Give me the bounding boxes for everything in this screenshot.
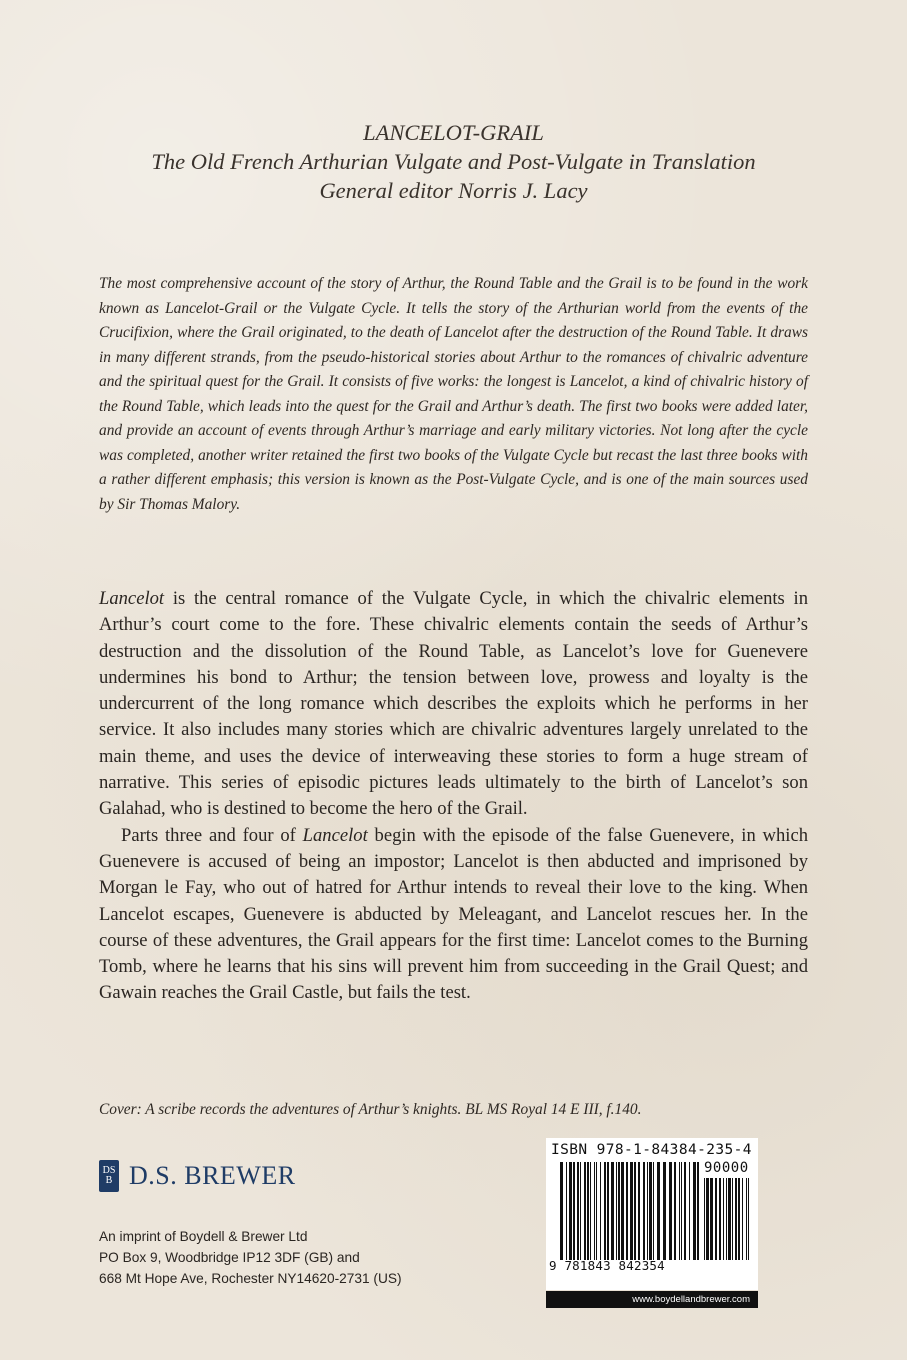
paragraph-2-text: begin with the episode of the false Guenevere, in which Guenevere is accused of being an impostor; Lancelot is then abducted and imprisoned by Morgan le Fay, who out of hatred for Arthur intends to reveal their love to the king. When Lancelot escapes, Guenevere is abducted by Meleagant, and Lancelot rescues her. In the course of these adventures, the Grail appears for the first time: Lancelot comes to the Burning Tomb, where he learns that his sins will prevent him from succeeding in the Grail Quest; and Gawain reaches the Grail Castle, but fails the test. bbox=[99, 824, 809, 1004]
publisher-brand bbox=[99, 1160, 296, 1192]
paragraph-2 bbox=[99, 823, 808, 1007]
title-lancelot-2: Lancelot bbox=[302, 824, 368, 846]
paragraph-1-text: is the central romance of the Vulgate Cycle, in which the chivalric elements in Arthur’s court come to the fore. These chivalric elements contain the seeds of Arthur’s destruction and the dissolution of the Round Table, as Lancelot’s love for Guenevere undermines his bond to Arthur; the tension between love, prowess and loyalty is the undercurrent of the long romance which describes the exploits which he performs in her service. It also includes many stories which are chivalric adventures largely unrelated to the main theme, and uses the device of interweaving these stories to form a huge stream of narrative. This series of episodic pictures leads ultimately to the birth of Lancelot’s son Galahad, who is destined to become the hero of the Grail. bbox=[99, 588, 808, 820]
isbn-barcode bbox=[546, 1138, 758, 1290]
price-code: 90000 bbox=[704, 1160, 749, 1176]
imprint-line: An imprint of Boydell & Brewer Ltd bbox=[99, 1229, 308, 1244]
cover-credit: Cover: A scribe records the adventures of Arthur’s knights. BL MS Royal 14 E III, f.140. bbox=[99, 1101, 642, 1118]
imprint-address bbox=[99, 1226, 402, 1289]
ds-brewer-logo-icon: DS B bbox=[99, 1160, 119, 1192]
title-lancelot: Lancelot bbox=[99, 588, 165, 609]
paragraph-1 bbox=[99, 586, 808, 823]
publisher-name: D.S. BREWER bbox=[129, 1161, 296, 1190]
series-subtitle: The Old French Arthurian Vulgate and Post-Vulgate in Translation bbox=[151, 149, 756, 174]
series-editor: General editor Norris J. Lacy bbox=[319, 178, 588, 203]
publisher-url: www.boydellandbrewer.com bbox=[546, 1291, 758, 1308]
barcode-digits: 9 781843 842354 bbox=[549, 1258, 665, 1273]
imprint-line: 668 Mt Hope Ave, Rochester NY14620-2731 (US) bbox=[99, 1271, 402, 1286]
price-barcode-icon bbox=[704, 1178, 752, 1260]
series-title: LANCELOT-GRAIL bbox=[363, 120, 544, 145]
ean-barcode-icon bbox=[560, 1162, 702, 1260]
cycle-description: The most comprehensive account of the story of Arthur, the Round Table and the Grail is to be found in the work known as Lancelot-Grail or the Vulgate Cycle. It tells the story of the Arthurian world from the events of the Crucifixion, where the Grail originated, to the death of Lancelot after the destruction of the Round Table. It draws in many different strands, from the pseudo-historical stories about Arthur to the romances of chivalric adventure and the spiritual quest for the Grail. It consists of five works: the longest is Lancelot, a kind of chivalric history of the Round Table, which leads into the quest for the Grail and Arthur’s death. The first two books were added later, and provide an account of events through Arthur’s marriage and early military victories. Not long after the cycle was completed, another writer retained the first two books of the Vulgate Cycle but recast the last three books with a rather different emphasis; this version is known as the Post-Vulgate Cycle, and is one of the main sources used by Sir Thomas Malory. bbox=[99, 275, 808, 513]
imprint-line: PO Box 9, Woodbridge IP12 3DF (GB) and bbox=[99, 1250, 360, 1265]
paragraph-2-start: Parts three and four of bbox=[121, 824, 303, 846]
volume-description bbox=[99, 586, 808, 1007]
isbn-number: ISBN 978-1-84384-235-4 bbox=[551, 1142, 752, 1158]
series-header bbox=[0, 118, 907, 205]
